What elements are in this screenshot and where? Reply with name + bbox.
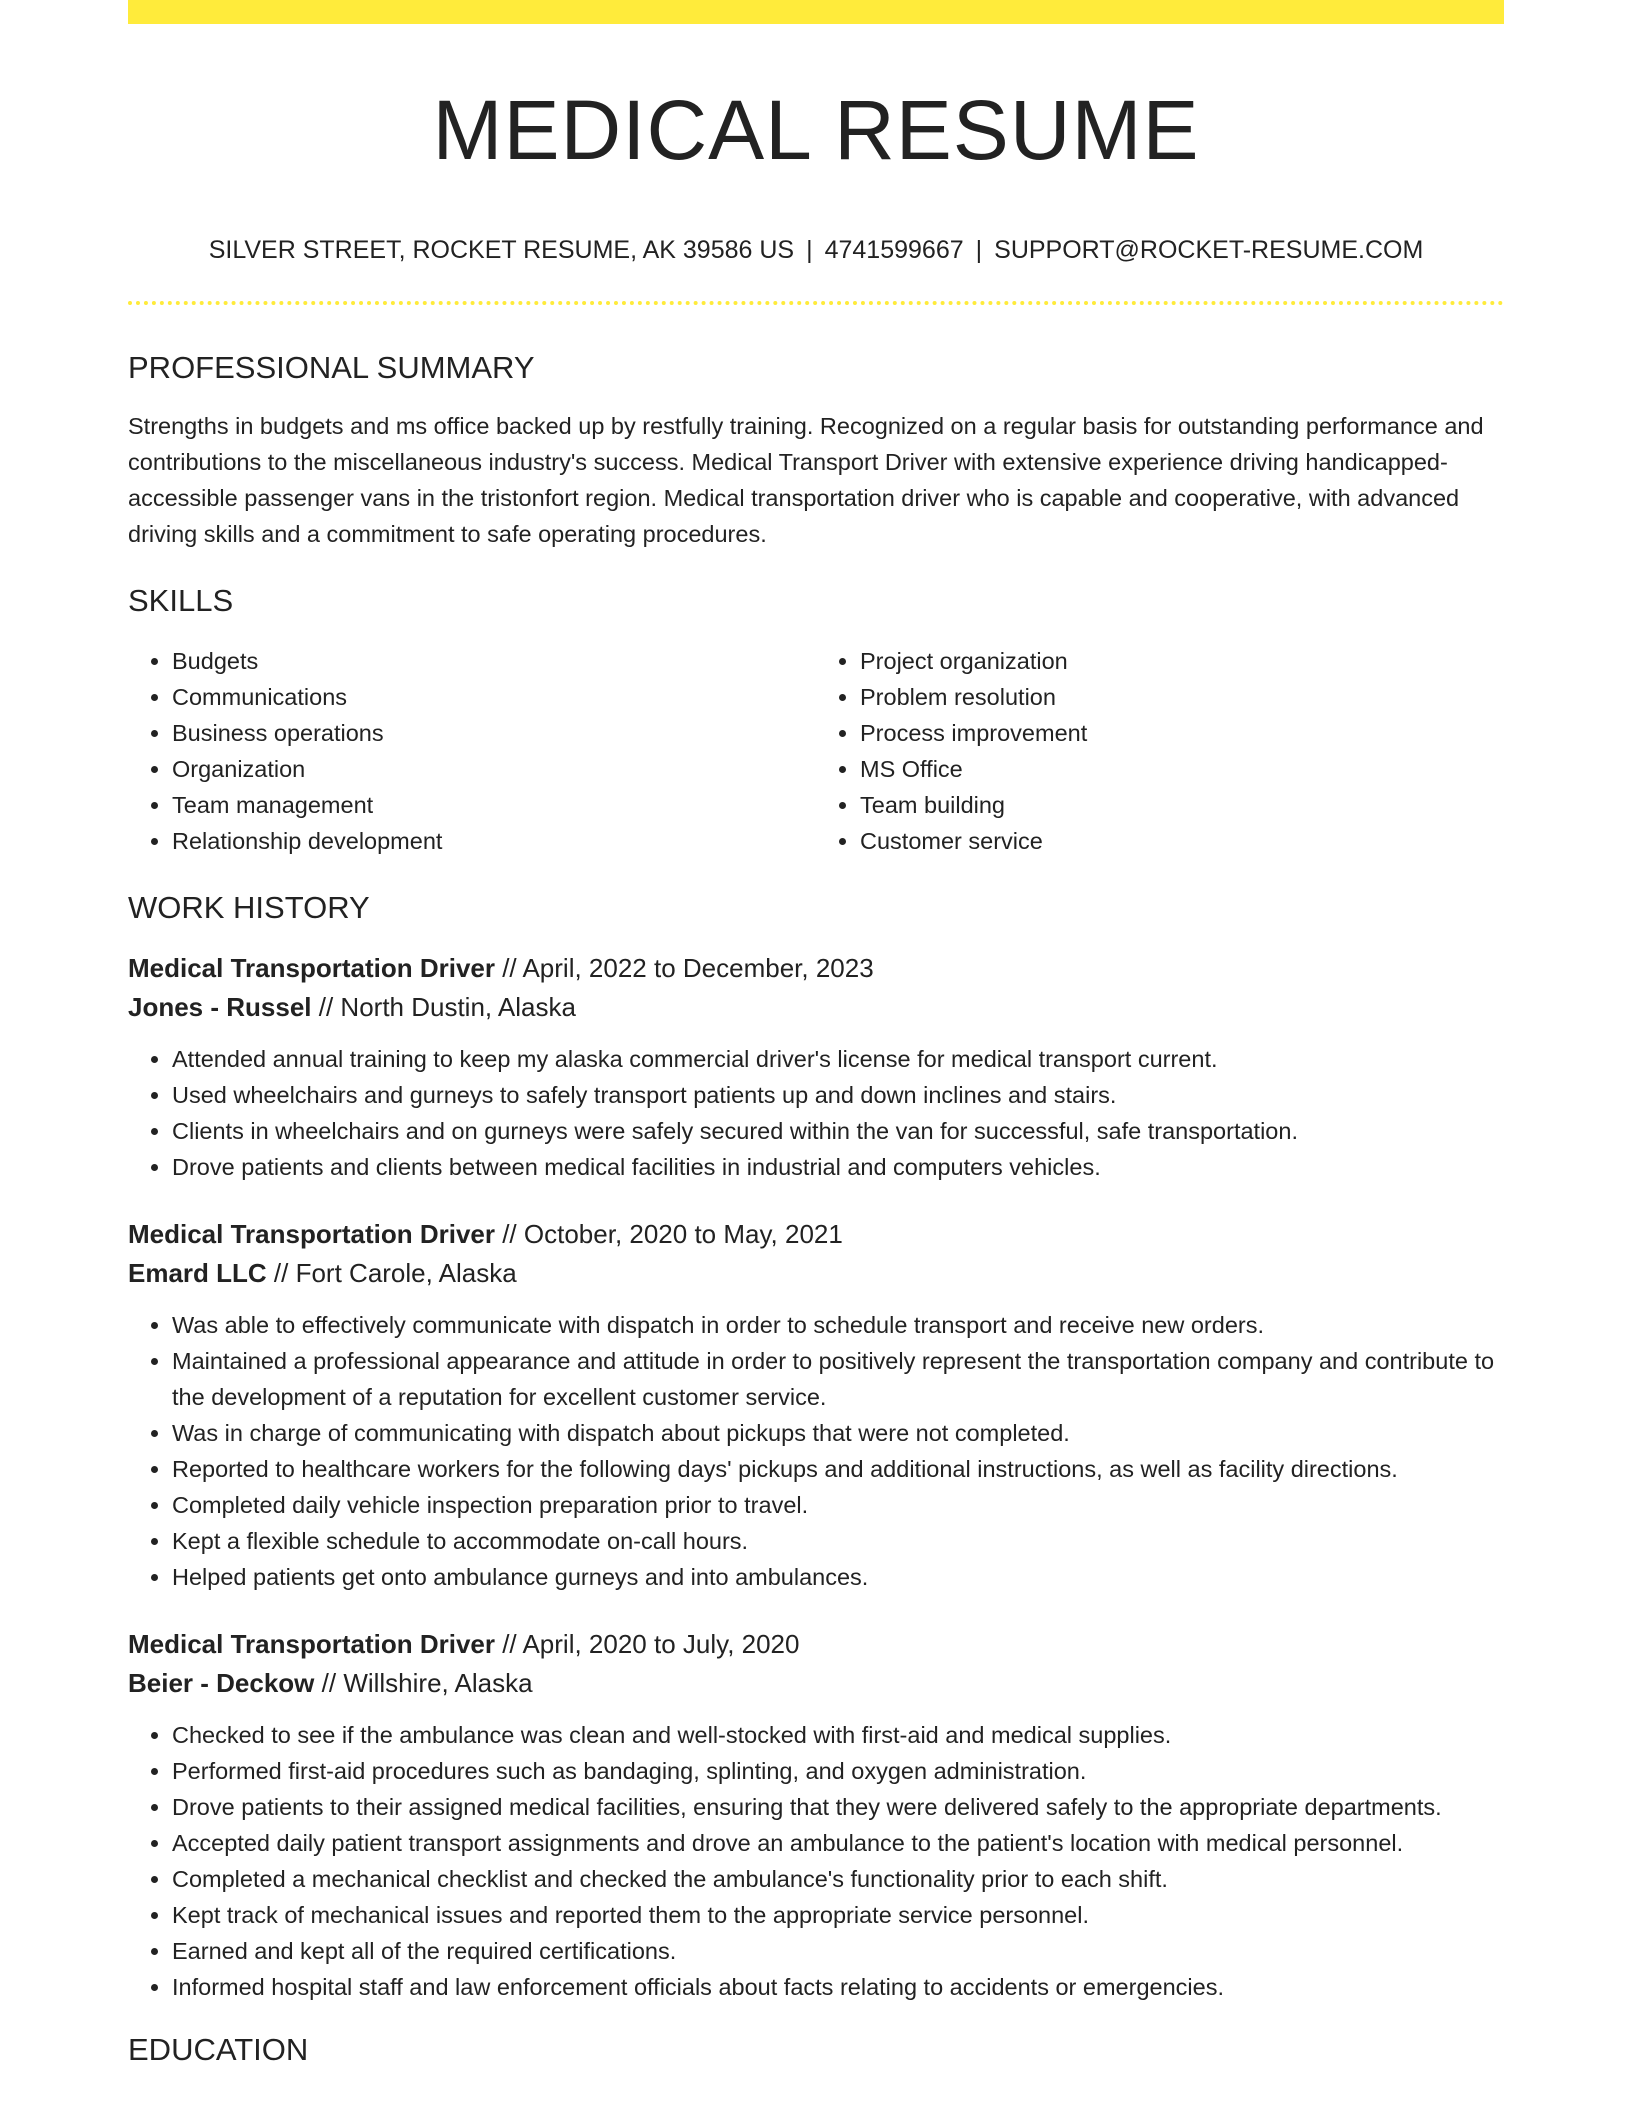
job-bullet: • Reported to healthcare workers for the following days' pickups and additional instructions, as well as facility directions.: [172, 1451, 1504, 1487]
skills-column-right: [816, 643, 1504, 859]
job-company: Emard LLC: [128, 1257, 267, 1288]
job-dates: April, 2020 to July, 2020: [522, 1628, 800, 1659]
skill-item: • Relationship development: [172, 823, 816, 859]
job-company-line: [128, 988, 1504, 1027]
job-bullet: • Clients in wheelchairs and on gurneys were safely secured within the van for successful, safe transportation.: [172, 1113, 1504, 1149]
contact-separator: |: [975, 236, 983, 264]
job-bullet: • Kept a flexible schedule to accommodate on-call hours.: [172, 1523, 1504, 1559]
job-bullet: • Used wheelchairs and gurneys to safely transport patients up and down inclines and stairs.: [172, 1077, 1504, 1113]
job-company: Beier - Deckow: [128, 1667, 315, 1698]
accent-bar: [128, 0, 1504, 24]
section-title-skills: SKILLS: [128, 583, 234, 619]
skill-item: • MS Office: [860, 751, 1504, 787]
job-separator: //: [494, 1628, 523, 1659]
section-title-summary: PROFESSIONAL SUMMARY: [128, 350, 535, 385]
job-bullet: • Checked to see if the ambulance was clean and well-stocked with first-aid and medical supplies.: [172, 1717, 1504, 1753]
job-location: North Dustin, Alaska: [340, 991, 576, 1022]
job-bullet: • Drove patients and clients between medical facilities in industrial and computers vehicles.: [172, 1149, 1504, 1185]
summary-text: Strengths in budgets and ms office backed up by restfully training. Recognized on a regular basis for outstanding performance and contributions to the miscellaneous industry's success. Medical Transport Driver with extensive experience driving handicapped-accessible passenger vans in the tristonfort region. Medical transportation driver who is capable and cooperative, with advanced driving skills and a commitment to safe operating procedures.: [128, 413, 1484, 548]
job-dates: October, 2020 to May, 2021: [523, 1218, 843, 1249]
job-separator: //: [314, 1667, 344, 1698]
job-bullet: • Kept track of mechanical issues and reported them to the appropriate service personnel.: [172, 1897, 1504, 1933]
job-bullet: • Helped patients get onto ambulance gurneys and into ambulances.: [172, 1559, 1504, 1595]
job-role-line: [128, 949, 1504, 988]
job-separator: //: [311, 991, 341, 1022]
job-bullet: • Earned and kept all of the required certifications.: [172, 1933, 1504, 1969]
contact-address: SILVER STREET, ROCKET RESUME, AK 39586 US: [208, 236, 795, 264]
section-title-work-history: WORK HISTORY: [128, 890, 370, 926]
job-location: Fort Carole, Alaska: [295, 1257, 517, 1288]
job-bullet: • Completed daily vehicle inspection preparation prior to travel.: [172, 1487, 1504, 1523]
job-company-line: [128, 1254, 1504, 1293]
job-bullet: • Maintained a professional appearance and attitude in order to positively represent the transportation company and contribute to the development of a reputation for excellent customer service.: [172, 1343, 1504, 1415]
contact-separator: |: [806, 236, 813, 264]
job-bullet: • Performed first-aid procedures such as bandaging, splinting, and oxygen administration.: [172, 1753, 1504, 1789]
job-separator: //: [494, 1218, 524, 1249]
job-bullet: • Completed a mechanical checklist and checked the ambulance's functionality prior to each shift.: [172, 1861, 1504, 1897]
job-dates: April, 2022 to December, 2023: [522, 952, 874, 983]
job-entry: [128, 1625, 1504, 2005]
job-bullet: • Informed hospital staff and law enforcement officials about facts relating to accidents or emergencies.: [172, 1969, 1504, 2005]
skill-item: • Business operations: [172, 715, 816, 751]
job-company: Jones - Russel: [128, 991, 312, 1022]
job-bullet: • Was in charge of communicating with dispatch about pickups that were not completed.: [172, 1415, 1504, 1451]
job-role-line: [128, 1625, 1504, 1664]
skill-item: • Budgets: [172, 643, 816, 679]
job-role: Medical Transportation Driver: [128, 952, 495, 983]
skill-item: • Customer service: [860, 823, 1504, 859]
job-bullet: • Accepted daily patient transport assignments and drove an ambulance to the patient's location with medical personnel.: [172, 1825, 1504, 1861]
job-separator: //: [266, 1257, 296, 1288]
job-bullets: [128, 1307, 1504, 1595]
skills-list: [128, 643, 1504, 859]
resume-title: MEDICAL RESUME: [432, 83, 1200, 177]
skill-item: • Organization: [172, 751, 816, 787]
job-bullets: [128, 1717, 1504, 2005]
job-entry: [128, 949, 1504, 1185]
contact-line: [128, 238, 1504, 263]
skill-item: • Problem resolution: [860, 679, 1504, 715]
contact-phone[interactable]: 4741599667: [824, 236, 964, 264]
job-bullet: • Attended annual training to keep my alaska commercial driver's license for medical transport current.: [172, 1041, 1504, 1077]
skill-item: • Process improvement: [860, 715, 1504, 751]
skill-item: • Communications: [172, 679, 816, 715]
skill-item: • Project organization: [860, 643, 1504, 679]
job-location: Willshire, Alaska: [343, 1667, 533, 1698]
job-separator: //: [494, 952, 523, 983]
job-role: Medical Transportation Driver: [128, 1218, 495, 1249]
skill-item: • Team management: [172, 787, 816, 823]
skill-item: • Team building: [860, 787, 1504, 823]
job-entry: [128, 1215, 1504, 1595]
job-bullet: • Was able to effectively communicate with dispatch in order to schedule transport and receive new orders.: [172, 1307, 1504, 1343]
job-role-line: [128, 1215, 1504, 1254]
contact-email[interactable]: SUPPORT@ROCKET-RESUME.COM: [994, 236, 1424, 264]
resume-page: [128, 0, 1504, 2068]
job-bullet: • Drove patients to their assigned medical facilities, ensuring that they were delivered safely to the appropriate departments.: [172, 1789, 1504, 1825]
skills-column-left: [128, 643, 816, 859]
job-role: Medical Transportation Driver: [128, 1628, 495, 1659]
section-title-education: EDUCATION: [128, 2031, 309, 2067]
job-company-line: [128, 1664, 1504, 1703]
divider: [128, 301, 1504, 305]
job-bullets: [128, 1041, 1504, 1185]
